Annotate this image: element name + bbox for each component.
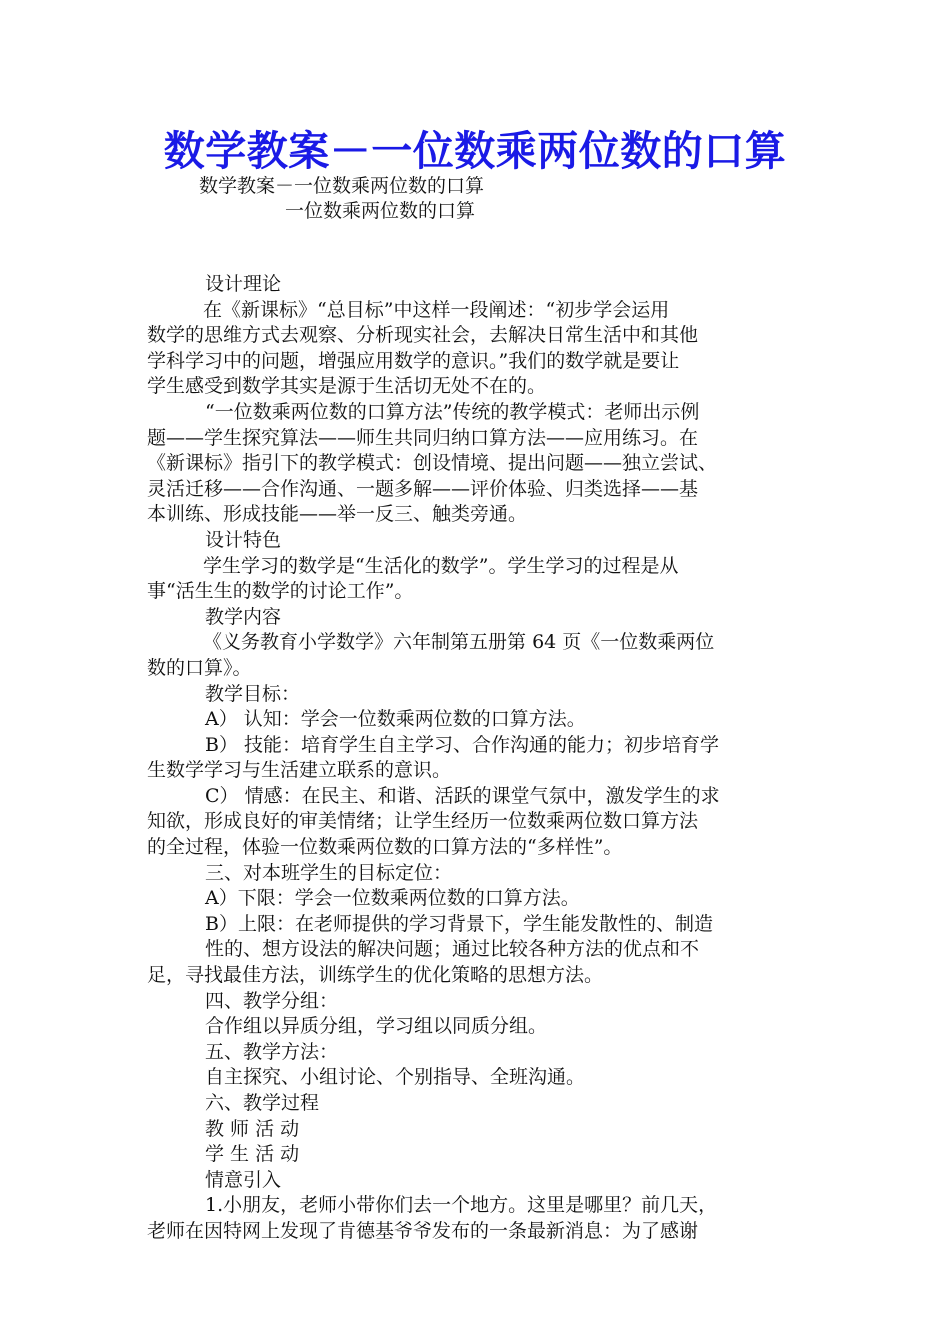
paragraph-line: 老师在因特网上发现了肯德基爷爷发布的一条最新消息：为了感谢 [147, 1219, 699, 1242]
subtitle-line-1: 数学教案－一位数乘两位数的口算 [199, 175, 485, 197]
list-item: B） 技能：培育学生自主学习、合作沟通的能力；初步培育学 [205, 733, 720, 756]
list-item: A）下限：学会一位数乘两位数的口算方法。 [205, 887, 580, 910]
paragraph-line: 合作组以异质分组，学习组以同质分组。 [205, 1015, 548, 1038]
paragraph-line: 事“活生生的数学的讨论工作”。 [147, 580, 414, 603]
paragraph-line: 学生学习的数学是“生活化的数学”。学生学习的过程是从 [203, 554, 679, 577]
section-heading: 设计理论 [205, 273, 282, 295]
paragraph-line: 灵活迁移——合作沟通、一题多解——评价体验、归类选择——基 [147, 477, 699, 500]
subtitle-line-2: 一位数乘两位数的口算 [285, 200, 476, 222]
document-title: 数学教案－一位数乘两位数的口算 [163, 127, 787, 175]
paragraph-line: 自主探究、小组讨论、个别指导、全班沟通。 [205, 1066, 586, 1089]
paragraph-line: 学生感受到数学其实是源于生活切无处不在的。 [147, 375, 547, 398]
list-item: B）上限：在老师提供的学习背景下，学生能发散性的、制造 [205, 912, 713, 935]
paragraph-line: 知欲，形成良好的审美情绪；让学生经历一位数乘两位数口算方法 [147, 810, 699, 833]
section-heading: 三、对本班学生的目标定位： [205, 861, 453, 884]
column-label-teacher: 教 师 活 动 [205, 1117, 300, 1140]
paragraph-line: 数学的思维方式去观察、分析现实社会，去解决日常生活中和其他 [147, 324, 699, 347]
paragraph-line: 性的、想方设法的解决问题；通过比较各种方法的优点和不 [205, 938, 700, 961]
list-item: C） 情感：在民主、和谐、活跃的课堂气氛中，激发学生的求 [205, 784, 720, 807]
paragraph-line: 足，寻找最佳方法，训练学生的优化策略的思想方法。 [147, 964, 604, 987]
section-heading: 四、教学分组： [205, 989, 339, 1012]
paragraph-line: 学科学习中的问题，增强应用数学的意识。”我们的数学就是要让 [147, 349, 680, 372]
paragraph-line: 数的口算》。 [147, 656, 252, 679]
paragraph-line: 在《新课标》“总目标”中这样一段阐述：“初步学会运用 [203, 298, 670, 321]
paragraph-line: 《义务教育小学数学》六年制第五册第 64 页《一位数乘两位 [203, 631, 715, 654]
section-heading: 情意引入 [205, 1168, 282, 1191]
paragraph-line: 本训练、形成技能——举一反三、触类旁通。 [147, 503, 528, 526]
document-body [147, 272, 809, 1245]
section-heading: 教学目标： [205, 682, 301, 705]
paragraph-line: 的全过程，体验一位数乘两位数的口算方法的“多样性”。 [147, 836, 623, 859]
section-heading: 五、教学方法： [205, 1040, 339, 1063]
section-heading: 六、教学过程 [205, 1092, 320, 1114]
paragraph-line: 题——学生探究算法——师生共同归纳口算方法——应用练习。在 [147, 426, 699, 449]
section-heading: 设计特色 [205, 528, 282, 551]
section-heading: 教学内容 [205, 605, 282, 628]
column-label-student: 学 生 活 动 [205, 1143, 300, 1166]
paragraph-line: 1.小朋友，老师小带你们去一个地方。这里是哪里？前几天， [205, 1194, 718, 1217]
list-item: A） 认知：学会一位数乘两位数的口算方法。 [205, 708, 586, 731]
paragraph-line: 《新课标》指引下的教学模式：创设情境、提出问题——独立尝试、 [147, 452, 718, 475]
paragraph-line: “一位数乘两位数的口算方法”传统的教学模式：老师出示例 [205, 400, 700, 423]
paragraph-line: 生数学学习与生活建立联系的意识。 [147, 759, 452, 782]
